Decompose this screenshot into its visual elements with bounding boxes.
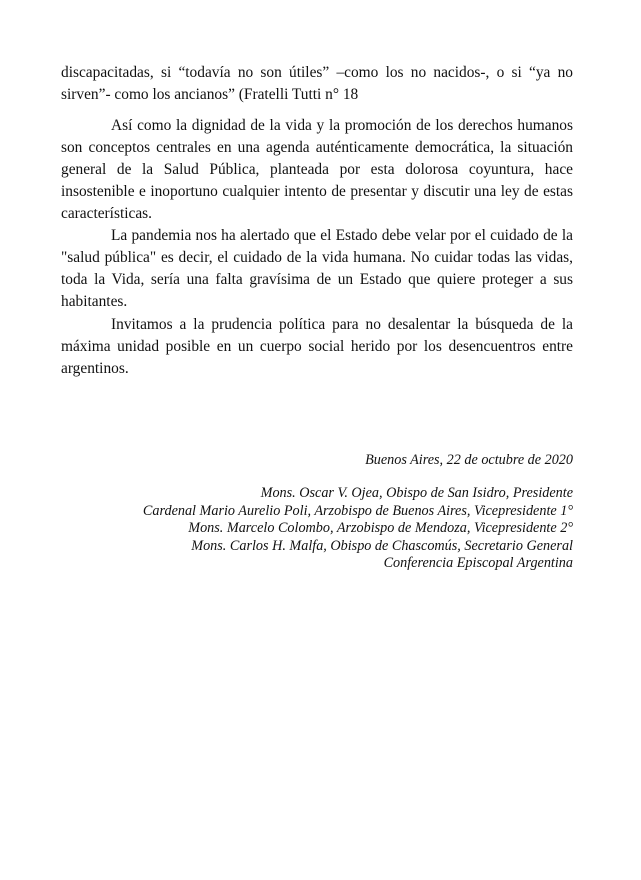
paragraph-dignity-of-life: Así como la dignidad de la vida y la promoción de los derechos humanos son conceptos centrales en una agenda auténticamente democrática, la situación general de la Salud Pública, planteada por esta dolorosa coyuntura, hace insostenible e inoportuno cualquier intento de presentar y discutir una ley de estas características. bbox=[61, 117, 573, 222]
signature-line: Mons. Marcelo Colombo, Arzobispo de Mendoza, Vicepresidente 2° bbox=[188, 520, 573, 536]
paragraph-quote-continuation: discapacitadas, si “todavía no son útiles” –como los no nacidos-, o si “ya no sirven”- como los ancianos” (Fratelli Tutti n° 18 bbox=[61, 64, 573, 103]
signature-line: Mons. Carlos H. Malfa, Obispo de Chascomús, Secretario General bbox=[191, 537, 573, 554]
paragraph-pandemic: La pandemia nos ha alertado que el Estado debe velar por el cuidado de la "salud pública" es decir, el cuidado de la vida humana. No cuidar todas las vidas, toda la Vida, sería una falta gravísima de un Estado que quiere proteger a sus habitantes. bbox=[61, 227, 573, 310]
date-line: Buenos Aires, 22 de octubre de 2020 bbox=[365, 452, 573, 468]
paragraph-political-prudence: Invitamos a la prudencia política para no desalentar la búsqueda de la máxima unidad posible en un cuerpo social herido por los desencuentros entre argentinos. bbox=[61, 316, 573, 377]
signature-organization: Conferencia Episcopal Argentina bbox=[383, 555, 573, 571]
signature-line: Cardenal Mario Aurelio Poli, Arzobispo de Buenos Aires, Vicepresidente 1° bbox=[142, 502, 573, 519]
signature-block bbox=[113, 485, 573, 573]
signature-line: Mons. Oscar V. Ojea, Obispo de San Isidro, Presidente bbox=[260, 485, 573, 501]
